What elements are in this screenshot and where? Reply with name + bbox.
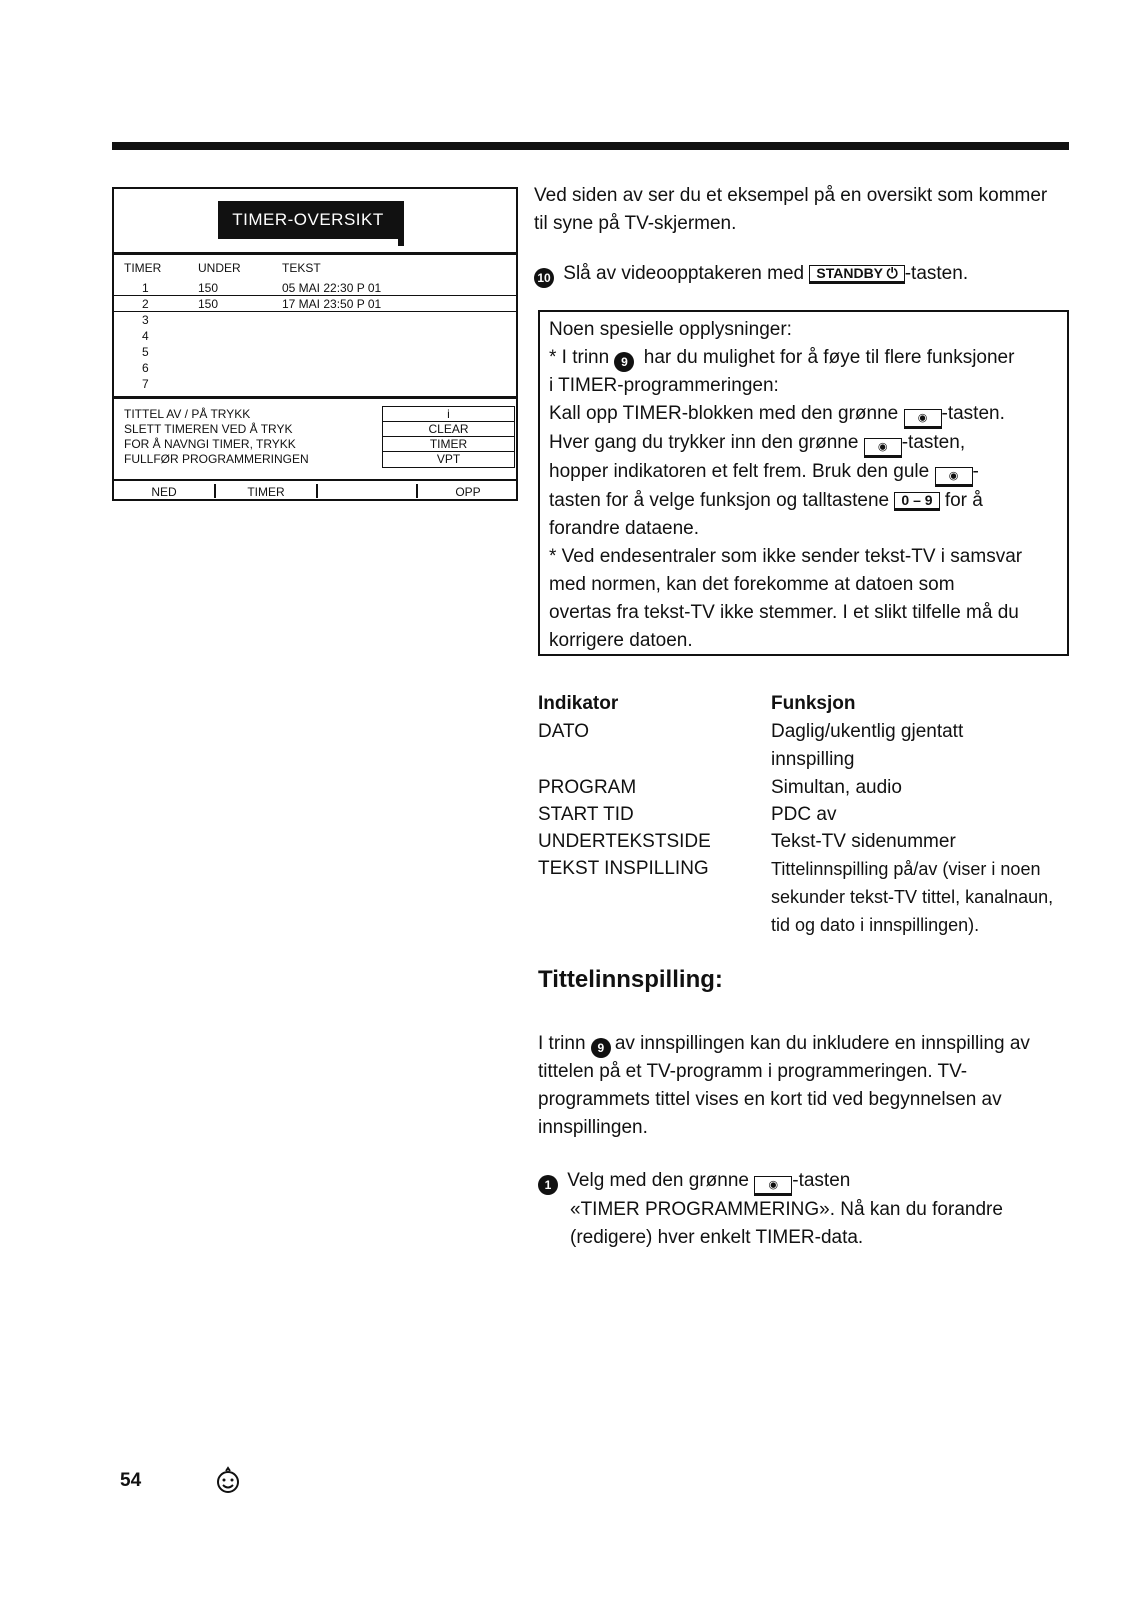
section-line: innspillingen. [538,1117,648,1138]
note-line: * Ved endesentraler som ikke sender tekst-TV i samsvar [549,546,1023,567]
note-text: hopper indikatoren et felt frem. Bruk den gule [549,461,930,482]
osd-instruction: TITTEL AV / PÅ TRYKK [124,407,251,421]
note-line: forandre dataene. [549,518,700,539]
footer-opp: OPP [455,485,481,499]
function-line: sekunder tekst-TV tittel, kanalnaun, [771,887,1054,907]
note-line [549,344,1064,372]
timer-row-num: 3 [142,313,149,327]
key-info: i [383,407,514,422]
note-text: -tasten. [941,403,1005,424]
osd-instruction: SLETT TIMEREN VED Å TRYK [124,422,293,436]
indicator-tekst-inspilling: TEKST INSPILLING [538,858,709,879]
step-1-line: «TIMER PROGRAMMERING». Nå kan du forandre [570,1199,1003,1220]
standby-key: STANDBY ⏻ [809,265,904,284]
top-rule [112,142,1069,150]
green-key-icon: ◉ [904,409,942,429]
timer-row-num: 1 [142,281,149,295]
note-text: har du mulighet for å føye til flere funksjoner [643,347,1015,368]
timer-row-under: 150 [198,281,219,295]
indicator-program: PROGRAM [538,777,637,798]
note-line: overtas fra tekst-TV ikke stemmer. I et slikt tilfelle må du [549,602,1019,623]
timer-row-num: 2 [142,297,149,311]
timer-row-num: 4 [142,329,149,343]
step-10-text: Slå av videoopptakeren med [563,263,805,284]
section-text: av innspillingen kan du inkludere en innspilling av [614,1033,1030,1054]
note-text: tasten for å velge funksjon og talltastene [549,490,890,511]
row-divider [114,295,516,296]
timer-row-text: 17 MAI 23:50 P 01 [282,297,382,311]
note-heading: Noen spesielle opplysninger: [549,319,792,340]
note-line [549,487,1064,515]
section-line: programmets tittel vises en kort tid ved begynnelsen av [538,1089,1002,1110]
timer-row-num: 7 [142,377,149,391]
footer-ned: NED [151,485,177,499]
note-line: korrigere datoen. [549,630,693,651]
osd-separator [114,479,516,481]
step-1-text: Velg med den grønne [567,1170,749,1191]
indicator-start-tid: START TID [538,804,634,825]
yellow-key-icon: ◉ [935,467,973,487]
function-line: Daglig/ukentlig gjentatt [771,721,964,742]
note-line [549,458,1064,487]
number-keys: 0 – 9 [894,492,939,511]
timer-row-under: 150 [198,297,219,311]
timer-row-text: 05 MAI 22:30 P 01 [282,281,382,295]
function-line: Tekst-TV sidenummer [771,831,956,852]
step-10-suffix: -tasten. [904,263,969,284]
note-text: - [972,461,979,482]
footer-timer: TIMER [247,485,285,499]
footer-divider [316,484,318,498]
osd-instruction: FOR Å NAVNGI TIMER, TRYKK [124,437,296,451]
timer-overview-screen [112,187,518,501]
note-text: Kall opp TIMER-blokken med den grønne [549,403,899,424]
table-head-indikator: Indikator [538,693,619,714]
note-line: med normen, kan det forekomme at datoen som [549,574,955,595]
step-1-text: -tasten [792,1170,851,1191]
page-number: 54 [120,1470,142,1491]
timer-row-num: 6 [142,361,149,375]
osd-title: TIMER-OVERSIKT [218,201,398,239]
note-line [549,400,1064,429]
step-1-line: (redigere) hver enkelt TIMER-data. [570,1227,864,1248]
section-text: I trinn [538,1033,586,1054]
note-line: i TIMER-programmeringen: [549,375,779,396]
step-1-line [538,1167,1003,1196]
section-title: Tittelinnspilling: [538,966,723,993]
section-line: tittelen på et TV-programm i programmeringen. TV- [538,1061,968,1082]
osd-title-shadow [398,201,404,246]
timer-row-num: 5 [142,345,149,359]
indicator-dato: DATO [538,721,590,742]
osd-instruction: FULLFØR PROGRAMMERINGEN [124,452,309,466]
note-text: for å [944,490,983,511]
row-divider [114,311,516,312]
function-line: PDC av [771,804,837,825]
note-content [549,316,1064,655]
osd-separator [114,396,516,399]
function-line: tid og dato i innspillingen). [771,915,980,935]
step-number-icon: 1 [538,1175,558,1195]
step-number-icon: 10 [534,268,554,288]
step-number-icon: 9 [614,352,634,372]
section-line [538,1030,1030,1058]
key-clear: CLEAR [383,422,514,437]
indicator-undertekstside: UNDERTEKSTSIDE [538,831,711,852]
key-vpt: VPT [436,452,461,466]
function-line: Simultan, audio [771,777,902,798]
note-text: * I trinn [549,347,610,368]
green-key-icon: ◉ [754,1176,792,1196]
osd-key-legend [382,406,515,468]
step-number-icon: 9 [591,1038,611,1058]
function-line: innspilling [771,749,855,770]
step-1 [538,1167,1003,1252]
section-paragraph [538,1030,1030,1142]
note-line [549,429,1064,458]
header-tekst: TEKST [282,261,321,275]
header-timer: TIMER [124,261,162,275]
osd-separator [114,252,516,255]
note-text: Hver gang du trykker inn den grønne [549,432,859,453]
key-timer: TIMER [383,437,514,452]
intro-paragraph: Ved siden av ser du et eksempel på en oversikt som kommer til syne på TV-skjermen. [534,185,1048,234]
green-key-icon: ◉ [864,438,902,458]
table-head-funksjon: Funksjon [771,693,856,714]
smiley-logo-icon [213,1466,243,1496]
function-line: Tittelinnspilling på/av (viser i noen [771,859,1041,879]
note-text: -tasten, [901,432,966,453]
header-under: UNDER [198,261,241,275]
step-10 [534,260,968,288]
